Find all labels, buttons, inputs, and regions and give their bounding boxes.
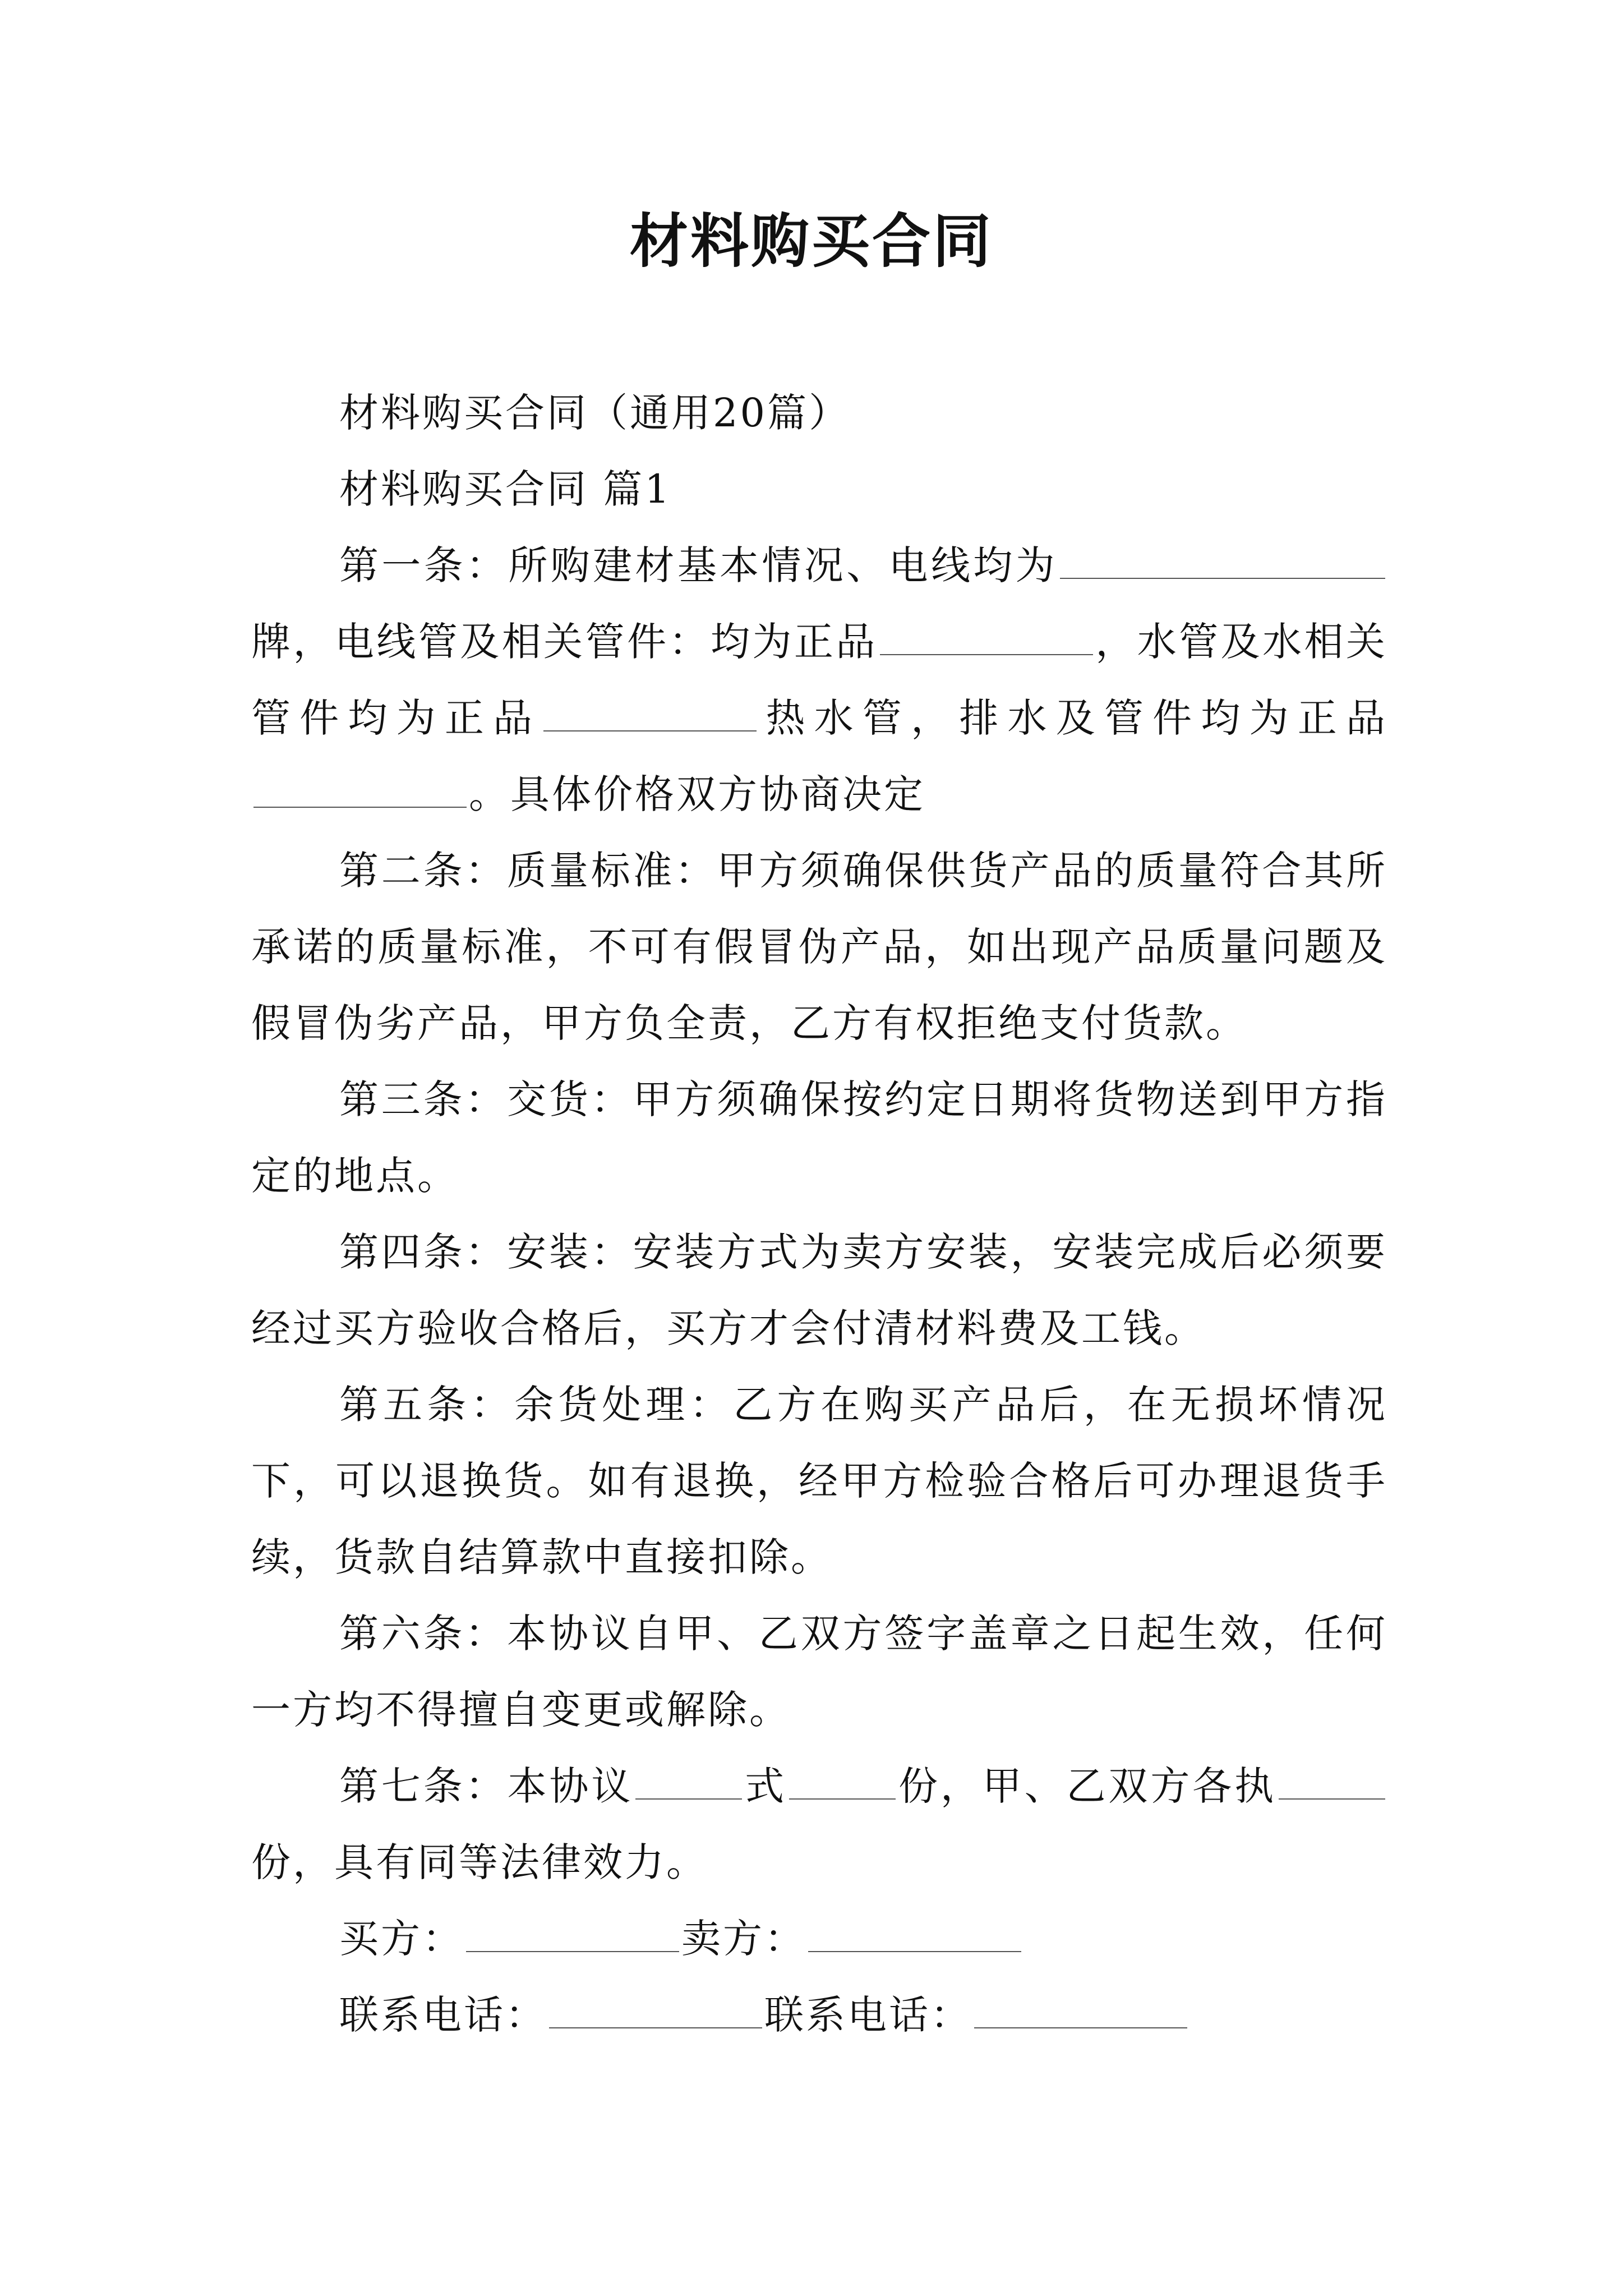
blank-field-copies-count bbox=[789, 1759, 896, 1800]
article-1 bbox=[251, 527, 1387, 832]
article-3: 第三条：交货：甲方须确保按约定日期将货物送到甲方指定的地点。 bbox=[251, 1076, 1387, 1199]
article-7 bbox=[251, 1748, 1387, 1901]
article-1-text-3: ，水管及水相关管件均为正品 bbox=[251, 619, 1388, 741]
document-subtitle: 材料购买合同（通用20篇） bbox=[339, 390, 851, 436]
article-1-text-2: 牌，电线管及相关管件：均为正品 bbox=[251, 619, 878, 665]
blank-field-brand bbox=[1060, 539, 1385, 579]
seller-label: 卖方： bbox=[681, 1916, 806, 1962]
blank-field-buyer-phone bbox=[549, 1988, 762, 2028]
article-7-text-4: 份，具有同等法律效力。 bbox=[251, 1839, 708, 1885]
document-title: 材料购买合同 bbox=[629, 206, 993, 275]
seller-phone-label: 联系电话： bbox=[764, 1992, 972, 2038]
article-5: 第五条：余货处理：乙方在购买产品后，在无损坏情况下，可以退换货。如有退换，经甲方检验合格后可办理退货手续，货款自结算款中直接扣除。 bbox=[251, 1382, 1387, 1580]
signature-line-parties bbox=[251, 1901, 1387, 1977]
blank-field-seller-phone bbox=[974, 1988, 1187, 2028]
blank-field-conduit bbox=[880, 615, 1093, 655]
blank-field-water-pipe bbox=[543, 691, 757, 731]
buyer-label: 买方： bbox=[339, 1916, 464, 1962]
article-4: 第四条：安装：安装方式为卖方安装，安装完成后必须要经过买方验收合格后，买方才会付清材料费及工钱。 bbox=[251, 1229, 1387, 1351]
article-7-text-2: 式 bbox=[744, 1763, 787, 1809]
section-heading: 材料购买合同 篇1 bbox=[339, 466, 672, 512]
blank-field-copies-each bbox=[1279, 1759, 1385, 1800]
blank-field-drainage bbox=[253, 767, 467, 808]
signature-line-phones bbox=[251, 1977, 1387, 2053]
article-1-text-1: 第一条：所购建材基本情况、电线均为 bbox=[339, 542, 1058, 588]
buyer-phone-label: 联系电话： bbox=[339, 1992, 547, 2038]
blank-field-seller bbox=[808, 1912, 1021, 1952]
blank-field-buyer bbox=[466, 1912, 679, 1952]
document-body bbox=[251, 375, 1387, 2053]
article-6: 第六条：本协议自甲、乙双方签字盖章之日起生效，任何一方均不得擅自变更或解除。 bbox=[251, 1611, 1387, 1733]
article-1-text-4: 热水管，排水及管件均为正品 bbox=[759, 695, 1388, 741]
article-7-text-3: 份，甲、乙双方各执 bbox=[898, 1763, 1277, 1809]
article-1-text-5: 。具体价格双方协商决定 bbox=[469, 771, 925, 817]
blank-field-copies-style bbox=[635, 1759, 742, 1800]
article-2: 第二条：质量标准：甲方须确保供货产品的质量符合其所承诺的质量标准，不可有假冒伪产品，如出现产品质量问题及假冒伪劣产品，甲方负全责，乙方有权拒绝支付货款。 bbox=[251, 848, 1387, 1046]
article-7-text-1: 第七条：本协议 bbox=[339, 1763, 634, 1809]
